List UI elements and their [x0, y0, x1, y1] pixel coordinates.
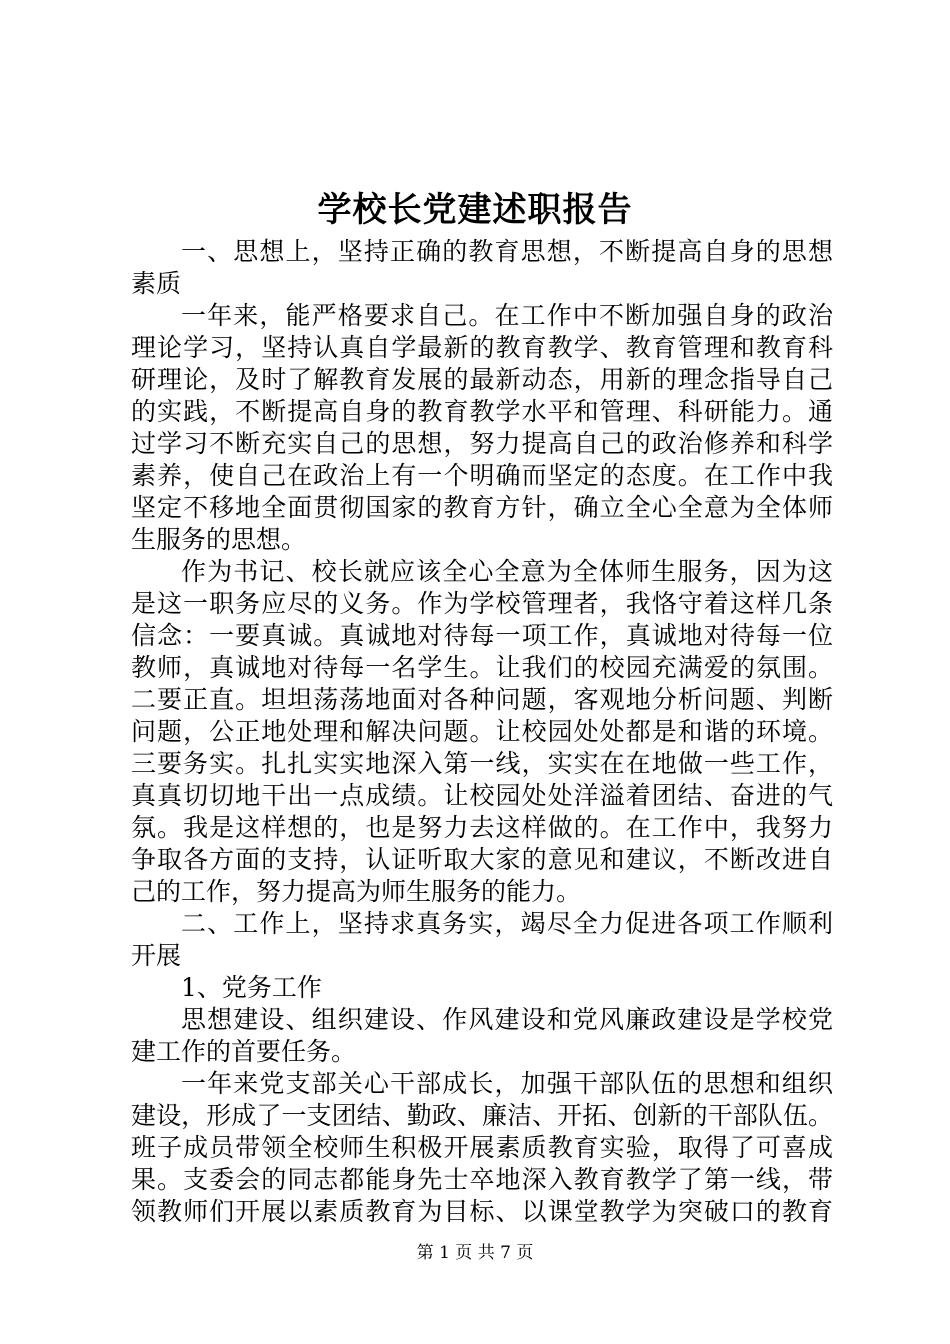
text-line: 二、工作上，坚持求真务实，竭尽全力促进各项工作顺利 — [181, 909, 833, 938]
text-line: 一、思想上，坚持正确的教育思想，不断提高自身的思想 — [181, 237, 833, 266]
section-heading: 1、党务工作 — [181, 973, 322, 1002]
text-line: 开展 — [131, 941, 182, 970]
text-line: 作为书记、校长就应该全心全意为全体师生服务，因为这 — [181, 557, 833, 586]
text-line: 坚定不移地全面贯彻国家的教育方针，确立全心全意为全体师 — [131, 493, 833, 522]
text-line: 问题，公正地处理和解决问题。让校园处处都是和谐的环境。 — [131, 717, 833, 746]
text-line: 争取各方面的支持，认证听取大家的意见和建议，不断改进自 — [131, 845, 833, 874]
text-line: 生服务的思想。 — [131, 525, 307, 554]
text-line: 是这一职务应尽的义务。作为学校管理者，我恪守着这样几条 — [131, 589, 833, 618]
text-line: 氛。我是这样想的，也是努力去这样做的。在工作中，我努力 — [131, 813, 833, 842]
text-line: 建工作的首要任务。 — [131, 1037, 357, 1066]
text-line: 领教师们开展以素质教育为目标、以课堂教学为突破口的教育 — [131, 1197, 833, 1226]
page-footer: 第 1 页 共 7 页 — [416, 1243, 534, 1263]
text-line: 二要正直。坦坦荡荡地面对各种问题，客观地分析问题、判断 — [131, 685, 833, 714]
text-line: 的实践，不断提高自身的教育教学水平和管理、科研能力。通 — [131, 397, 833, 426]
text-line: 理论学习，坚持认真自学最新的教育教学、教育管理和教育科 — [131, 333, 833, 362]
text-line: 三要务实。扎扎实实地深入第一线，实实在在地做一些工作， — [131, 749, 833, 778]
text-line: 己的工作，努力提高为师生服务的能力。 — [131, 877, 582, 906]
document-body — [131, 236, 833, 1228]
text-line: 素养，使自己在政治上有一个明确而坚定的态度。在工作中我 — [131, 461, 833, 490]
text-line: 真真切切地干出一点成绩。让校园处处洋溢着团结、奋进的气 — [131, 781, 833, 810]
text-line: 思想建设、组织建设、作风建设和党风廉政建设是学校党 — [181, 1005, 833, 1034]
text-line: 研理论，及时了解教育发展的最新动态，用新的理念指导自己 — [131, 365, 833, 394]
text-line: 建设，形成了一支团结、勤政、廉洁、开拓、创新的干部队伍。 — [131, 1101, 833, 1130]
text-line: 一年来党支部关心干部成长，加强干部队伍的思想和组织 — [181, 1069, 833, 1098]
document-title: 学校长党建述职报告 — [317, 190, 633, 230]
text-line: 素质 — [131, 269, 182, 298]
text-line: 果。支委会的同志都能身先士卒地深入教育教学了第一线，带 — [131, 1165, 833, 1194]
text-line: 过学习不断充实自己的思想，努力提高自己的政治修养和科学 — [131, 429, 833, 458]
text-line: 一年来，能严格要求自己。在工作中不断加强自身的政治 — [181, 301, 833, 330]
text-line: 教师，真诚地对待每一名学生。让我们的校园充满爱的氛围。 — [131, 653, 833, 682]
text-line: 信念：一要真诚。真诚地对待每一项工作，真诚地对待每一位 — [131, 621, 833, 650]
text-line: 班子成员带领全校师生积极开展素质教育实验，取得了可喜成 — [131, 1133, 833, 1162]
